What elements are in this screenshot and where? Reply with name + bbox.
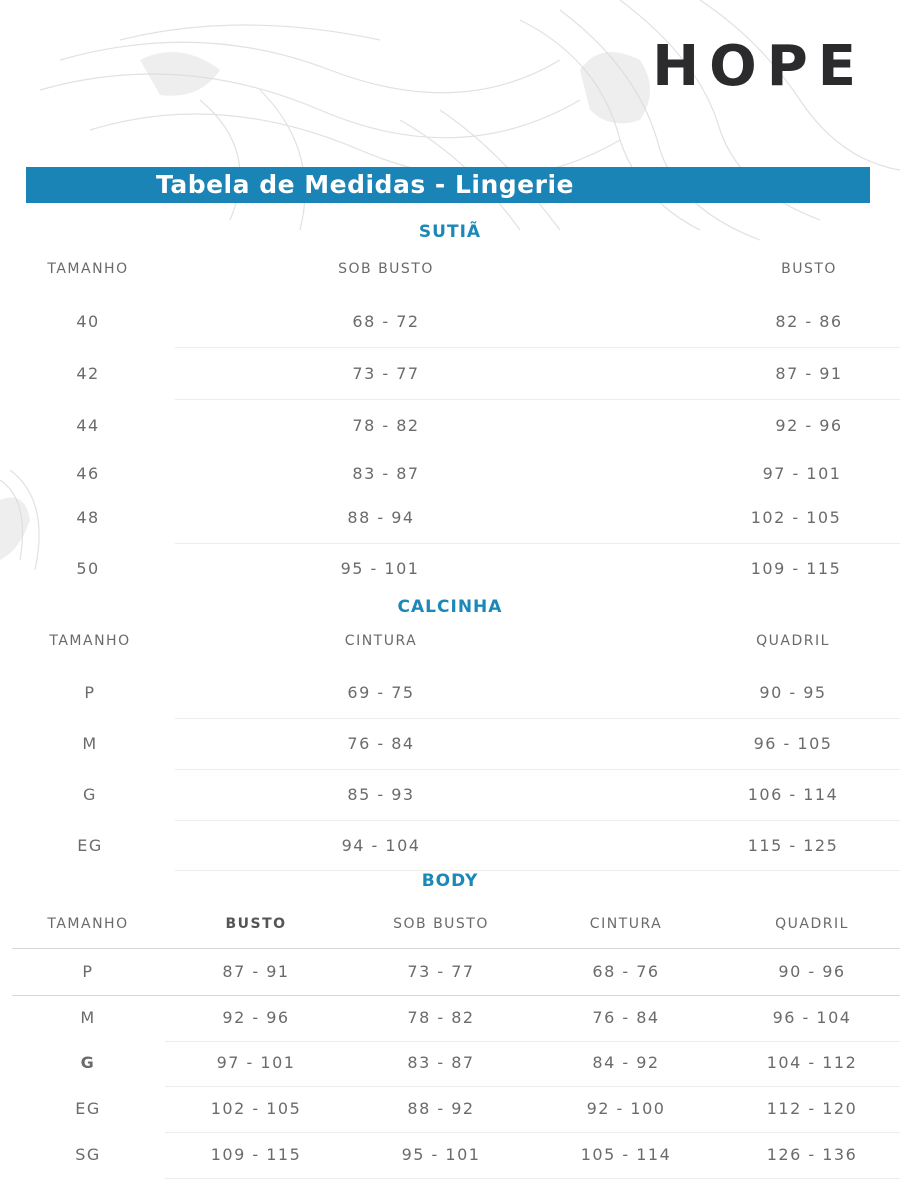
header-tamanho: TAMANHO — [47, 261, 129, 277]
table-cell: 87 - 91 — [222, 962, 290, 981]
table-cell: 83 - 87 — [407, 1053, 475, 1072]
table-cell: 102 - 105 — [210, 1099, 302, 1118]
header-cintura: CINTURA — [344, 633, 418, 649]
table-cell: 69 - 75 — [347, 683, 415, 702]
table-cell: EG — [77, 836, 103, 855]
table-cell: 95 - 101 — [401, 1145, 481, 1164]
table-cell: SG — [75, 1145, 101, 1164]
table-cell: 46 — [76, 464, 100, 483]
table-cell: 68 - 72 — [352, 312, 420, 331]
header-tamanho: TAMANHO — [47, 916, 129, 932]
row-divider — [165, 1041, 900, 1042]
row-divider — [165, 1132, 900, 1133]
table-cell: 115 - 125 — [747, 836, 839, 855]
table-cell: 97 - 101 — [762, 464, 842, 483]
row-divider — [175, 718, 900, 719]
table-cell: 90 - 96 — [778, 962, 846, 981]
header-cintura: CINTURA — [589, 916, 663, 932]
table-cell: 82 - 86 — [775, 312, 843, 331]
row-divider — [175, 347, 900, 348]
table-cell: 78 - 82 — [407, 1008, 475, 1027]
table-cell: P — [84, 683, 96, 702]
table-cell: M — [82, 734, 98, 753]
header-sob-busto: SOB BUSTO — [393, 916, 489, 932]
table-cell: 109 - 115 — [210, 1145, 302, 1164]
row-divider — [175, 399, 900, 400]
table-cell: 84 - 92 — [592, 1053, 660, 1072]
section-title-calcinha: CALCINHA — [397, 597, 503, 617]
table-cell: 76 - 84 — [347, 734, 415, 753]
table-cell: 90 - 95 — [759, 683, 827, 702]
header-divider — [12, 948, 900, 949]
header-quadril: QUADRIL — [756, 633, 830, 649]
table-cell: 78 - 82 — [352, 416, 420, 435]
table-cell: M — [80, 1008, 96, 1027]
table-cell: 92 - 96 — [775, 416, 843, 435]
table-cell: 92 - 100 — [586, 1099, 666, 1118]
table-cell: 40 — [76, 312, 100, 331]
table-cell: 104 - 112 — [766, 1053, 858, 1072]
row-divider — [175, 769, 900, 770]
table-cell: 50 — [76, 559, 100, 578]
header-sob-busto: SOB BUSTO — [338, 261, 434, 277]
table-cell: 85 - 93 — [347, 785, 415, 804]
row-divider — [175, 543, 900, 544]
header-busto: BUSTO — [781, 261, 837, 277]
section-title-body: BODY — [421, 871, 479, 891]
table-cell: 94 - 104 — [341, 836, 421, 855]
table-cell: 42 — [76, 364, 100, 383]
table-cell: 126 - 136 — [766, 1145, 858, 1164]
row-divider — [175, 820, 900, 821]
table-cell: 88 - 92 — [407, 1099, 475, 1118]
table-cell: G — [80, 1053, 96, 1072]
row-divider — [165, 1086, 900, 1087]
row-divider — [165, 1178, 900, 1179]
table-cell: 112 - 120 — [766, 1099, 858, 1118]
table-cell: 73 - 77 — [352, 364, 420, 383]
table-cell: 105 - 114 — [580, 1145, 672, 1164]
table-cell: EG — [75, 1099, 101, 1118]
header-quadril: QUADRIL — [775, 916, 849, 932]
table-cell: 87 - 91 — [775, 364, 843, 383]
table-cell: 106 - 114 — [747, 785, 839, 804]
table-cell: 92 - 96 — [222, 1008, 290, 1027]
table-cell: 102 - 105 — [750, 508, 842, 527]
page-title: Tabela de Medidas - Lingerie — [26, 167, 870, 203]
table-cell: 109 - 115 — [750, 559, 842, 578]
table-cell: 76 - 84 — [592, 1008, 660, 1027]
table-cell: 68 - 76 — [592, 962, 660, 981]
table-cell: 88 - 94 — [347, 508, 415, 527]
table-cell: P — [82, 962, 94, 981]
table-cell: 73 - 77 — [407, 962, 475, 981]
table-cell: G — [83, 785, 97, 804]
table-cell: 83 - 87 — [352, 464, 420, 483]
table-cell: 96 - 105 — [753, 734, 833, 753]
table-cell: 44 — [76, 416, 100, 435]
header-tamanho: TAMANHO — [49, 633, 131, 649]
brand-logo: HOPE — [652, 34, 866, 99]
section-title-sutia: SUTIÃ — [418, 222, 482, 242]
table-cell: 48 — [76, 508, 100, 527]
table-cell: 95 - 101 — [340, 559, 420, 578]
table-cell: 96 - 104 — [772, 1008, 852, 1027]
header-busto: BUSTO — [225, 916, 287, 932]
table-cell: 97 - 101 — [216, 1053, 296, 1072]
row-divider — [12, 995, 900, 996]
